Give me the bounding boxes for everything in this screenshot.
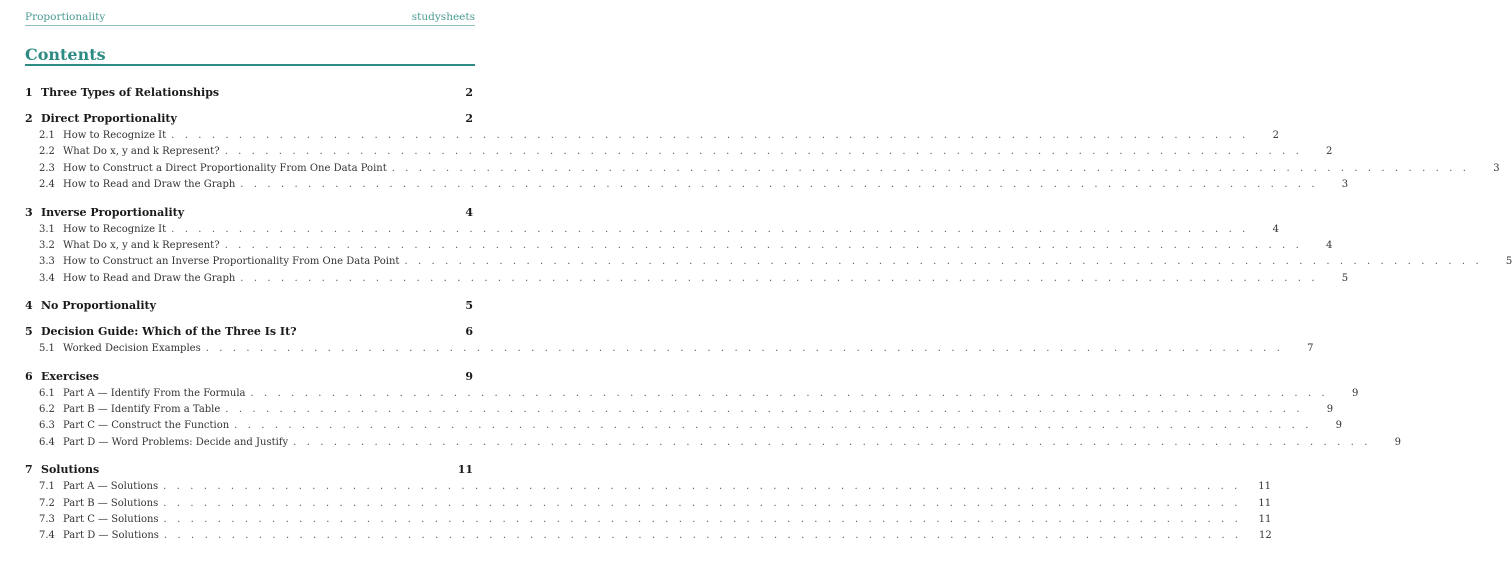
section-number: 6 xyxy=(25,369,33,383)
toc-section-entry[interactable] xyxy=(25,112,473,125)
subsection-title: Part C — Solutions xyxy=(63,514,159,525)
page-number: 5 xyxy=(465,299,473,313)
page-number: 4 xyxy=(465,205,473,219)
page-number: 2 xyxy=(1326,146,1333,158)
page-number: 4 xyxy=(1272,223,1279,235)
toc-subsection-entry[interactable] xyxy=(25,179,1349,191)
subsection-title: Part A — Solutions xyxy=(63,481,159,493)
section-number: 4 xyxy=(25,299,33,313)
page-number: 11 xyxy=(1258,481,1271,493)
running-header xyxy=(25,11,475,25)
subsection-number: 6.2 xyxy=(39,404,55,415)
subsection-number: 2.1 xyxy=(39,130,55,141)
section-number: 3 xyxy=(25,205,33,219)
dot-leader: . . . . . . . . . . . . . . . . . . . . . . . . . . . . . . . . . . . . . . . . . . . . . . . . . . . . . . . . . . . . . . . . . . . . . . . . . . . . . . . . xyxy=(224,146,1303,158)
dot-leader: . . . . . . . . . . . . . . . . . . . . . . . . . . . . . . . . . . . . . . . . . . . . . . . . . . . . . . . . . . . . . . . . . . . . . . . . . . . . . . . . xyxy=(224,240,1303,251)
dot-leader: . . . . . . . . . . . . . . . . . . . . . . . . . . . . . . . . . . . . . . . . . . . . . . . . . . . . . . . . . . . . . . . . . . . . . . . . . . . . . . . . xyxy=(250,387,1329,399)
header-right: studysheets xyxy=(411,11,475,23)
page-number: 4 xyxy=(1326,240,1333,251)
toc-subsection-entry[interactable] xyxy=(25,404,1334,415)
page-number: 2 xyxy=(465,112,473,125)
subsection-number: 7.2 xyxy=(39,497,55,509)
section-number: 2 xyxy=(25,112,33,125)
page-number: 11 xyxy=(1258,497,1272,509)
toc-subsection-entry[interactable] xyxy=(25,256,1512,268)
toc-subsection-entry[interactable] xyxy=(25,514,1272,525)
subsection-number: 6.4 xyxy=(39,436,55,448)
toc-subsection-entry[interactable] xyxy=(25,223,1279,235)
page-number: 11 xyxy=(457,463,473,477)
toc-subsection-entry[interactable] xyxy=(25,420,1342,432)
toc-subsection-entry[interactable] xyxy=(25,240,1333,251)
page-number: 3 xyxy=(1493,162,1500,174)
subsection-title: How to Read and Draw the Graph xyxy=(63,272,236,284)
dot-leader: . . . . . . . . . . . . . . . . . . . . . . . . . . . . . . . . . . . . . . . . . . . . . . . . . . . . . . . . . . . . . . . . . . . . . . . . . . . . . . . . xyxy=(240,272,1319,284)
dot-leader: . . . . . . . . . . . . . . . . . . . . . . . . . . . . . . . . . . . . . . . . . . . . . . . . . . . . . . . . . . . . . . . . . . . . . . . . . . . . . . . . xyxy=(234,420,1312,432)
subsection-title: Part B — Solutions xyxy=(63,497,159,509)
title-rule xyxy=(25,64,475,66)
page-number: 12 xyxy=(1259,530,1272,542)
dot-leader: . . . . . . . . . . . . . . . . . . . . . . . . . . . . . . . . . . . . . . . . . . . . . . . . . . . . . . . . . . . . . . . . . . . . . . . . . . . . . . . . xyxy=(240,179,1319,191)
section-number: 1 xyxy=(25,86,33,99)
page-number: 5 xyxy=(1341,272,1349,284)
subsection-title: Part D — Word Problems: Decide and Justify xyxy=(63,436,289,448)
toc-section-entry[interactable] xyxy=(25,299,473,312)
subsection-number: 6.3 xyxy=(39,420,55,432)
page-number: 2 xyxy=(1272,130,1279,141)
page-title: Contents xyxy=(25,45,106,64)
dot-leader: . . . . . . . . . . . . . . . . . . . . . . . . . . . . . . . . . . . . . . . . . . . . . . . . . . . . . . . . . . . . . . . . . . . . . . . . . . . . . . . . xyxy=(404,256,1483,268)
subsection-number: 6.1 xyxy=(39,387,55,399)
subsection-title: What Do x, y and k Represent? xyxy=(63,146,220,158)
subsection-title: How to Construct an Inverse Proportionality From One Data Point xyxy=(63,256,400,268)
dot-leader: . . . . . . . . . . . . . . . . . . . . . . . . . . . . . . . . . . . . . . . . . . . . . . . . . . . . . . . . . . . . . . . . . . . . . . . . . . . . . . . . xyxy=(171,130,1249,141)
toc-subsection-entry[interactable] xyxy=(25,497,1272,509)
subsection-title: How to Recognize It xyxy=(63,130,167,141)
subsection-number: 7.4 xyxy=(39,530,55,542)
subsection-title: How to Recognize It xyxy=(63,223,167,235)
toc-subsection-entry[interactable] xyxy=(25,387,1359,399)
subsection-title: How to Read and Draw the Graph xyxy=(63,179,236,191)
subsection-title: Part B — Identify From a Table xyxy=(63,404,221,415)
dot-leader: . . . . . . . . . . . . . . . . . . . . . . . . . . . . . . . . . . . . . . . . . . . . . . . . . . . . . . . . . . . . . . . . . . . . . . . . . . . . . . . . xyxy=(163,497,1242,509)
subsection-number: 7.1 xyxy=(39,481,55,493)
subsection-number: 2.3 xyxy=(39,162,55,174)
subsection-number: 2.2 xyxy=(39,146,55,158)
section-title: Three Types of Relationships xyxy=(41,86,220,99)
header-left: Proportionality xyxy=(25,11,106,23)
toc-subsection-entry[interactable] xyxy=(25,146,1333,158)
toc-section-entry[interactable] xyxy=(25,86,473,99)
page-number: 2 xyxy=(465,86,473,99)
toc-subsection-entry[interactable] xyxy=(25,272,1349,284)
dot-leader: . . . . . . . . . . . . . . . . . . . . . . . . . . . . . . . . . . . . . . . . . . . . . . . . . . . . . . . . . . . . . . . . . . . . . . . . . . . . . . . . xyxy=(171,223,1249,235)
toc-subsection-entry[interactable] xyxy=(25,481,1271,493)
toc-section-entry[interactable] xyxy=(25,206,473,219)
subsection-number: 3.4 xyxy=(39,272,55,284)
subsection-title: What Do x, y and k Represent? xyxy=(63,240,220,251)
header-rule xyxy=(25,25,475,26)
page-number: 3 xyxy=(1341,179,1349,191)
page-number: 6 xyxy=(465,325,473,339)
section-title: Decision Guide: Which of the Three Is It? xyxy=(41,325,297,339)
toc-subsection-entry[interactable] xyxy=(25,436,1401,448)
toc-subsection-entry[interactable] xyxy=(25,130,1279,141)
page-number: 9 xyxy=(1326,404,1334,415)
section-title: Solutions xyxy=(41,463,100,477)
toc-subsection-entry[interactable] xyxy=(25,162,1500,174)
subsection-number: 2.4 xyxy=(39,179,55,191)
subsection-number: 3.2 xyxy=(39,240,55,251)
toc-section-entry[interactable] xyxy=(25,325,473,338)
subsection-number: 7.3 xyxy=(39,514,55,525)
subsection-title: How to Construct a Direct Proportionality From One Data Point xyxy=(63,162,387,174)
dot-leader: . . . . . . . . . . . . . . . . . . . . . . . . . . . . . . . . . . . . . . . . . . . . . . . . . . . . . . . . . . . . . . . . . . . . . . . . . . . . . . . . xyxy=(163,514,1242,525)
subsection-title: Part A — Identify From the Formula xyxy=(63,387,246,399)
dot-leader: . . . . . . . . . . . . . . . . . . . . . . . . . . . . . . . . . . . . . . . . . . . . . . . . . . . . . . . . . . . . . . . . . . . . . . . . . . . . . . . . xyxy=(163,530,1242,542)
toc-section-entry[interactable] xyxy=(25,370,473,383)
dot-leader: . . . . . . . . . . . . . . . . . . . . . . . . . . . . . . . . . . . . . . . . . . . . . . . . . . . . . . . . . . . . . . . . . . . . . . . . . . . . . . . . xyxy=(293,436,1371,448)
subsection-title: Part C — Construct the Function xyxy=(63,420,230,432)
section-title: No Proportionality xyxy=(41,299,157,313)
section-number: 5 xyxy=(25,325,33,339)
section-title: Direct Proportionality xyxy=(41,112,177,125)
dot-leader: . . . . . . . . . . . . . . . . . . . . . . . . . . . . . . . . . . . . . . . . . . . . . . . . . . . . . . . . . . . . . . . . . . . . . . . . . . . . . . . . xyxy=(205,343,1284,355)
subsection-number: 5.1 xyxy=(39,343,55,355)
page-number: 9 xyxy=(1351,387,1359,399)
page-number: 5 xyxy=(1505,256,1512,268)
subsection-title: Worked Decision Examples xyxy=(63,343,201,355)
toc-subsection-entry[interactable] xyxy=(25,343,1314,355)
section-title: Exercises xyxy=(41,369,99,383)
subsection-number: 3.1 xyxy=(39,223,55,235)
page-number: 9 xyxy=(1335,420,1342,432)
page-number: 9 xyxy=(465,369,473,383)
section-number: 7 xyxy=(25,463,33,477)
subsection-number: 3.3 xyxy=(39,256,55,268)
toc-section-entry[interactable] xyxy=(25,463,473,476)
subsection-title: Part D — Solutions xyxy=(63,530,159,542)
section-title: Inverse Proportionality xyxy=(41,205,185,219)
page-number: 11 xyxy=(1258,514,1272,525)
dot-leader: . . . . . . . . . . . . . . . . . . . . . . . . . . . . . . . . . . . . . . . . . . . . . . . . . . . . . . . . . . . . . . . . . . . . . . . . . . . . . . . . xyxy=(225,404,1304,415)
toc-subsection-entry[interactable] xyxy=(25,530,1272,542)
dot-leader: . . . . . . . . . . . . . . . . . . . . . . . . . . . . . . . . . . . . . . . . . . . . . . . . . . . . . . . . . . . . . . . . . . . . . . . . . . . . . . . . xyxy=(163,481,1241,493)
page-number: 9 xyxy=(1394,436,1401,448)
dot-leader: . . . . . . . . . . . . . . . . . . . . . . . . . . . . . . . . . . . . . . . . . . . . . . . . . . . . . . . . . . . . . . . . . . . . . . . . . . . . . . . . xyxy=(391,162,1470,174)
page-number: 7 xyxy=(1307,343,1314,355)
